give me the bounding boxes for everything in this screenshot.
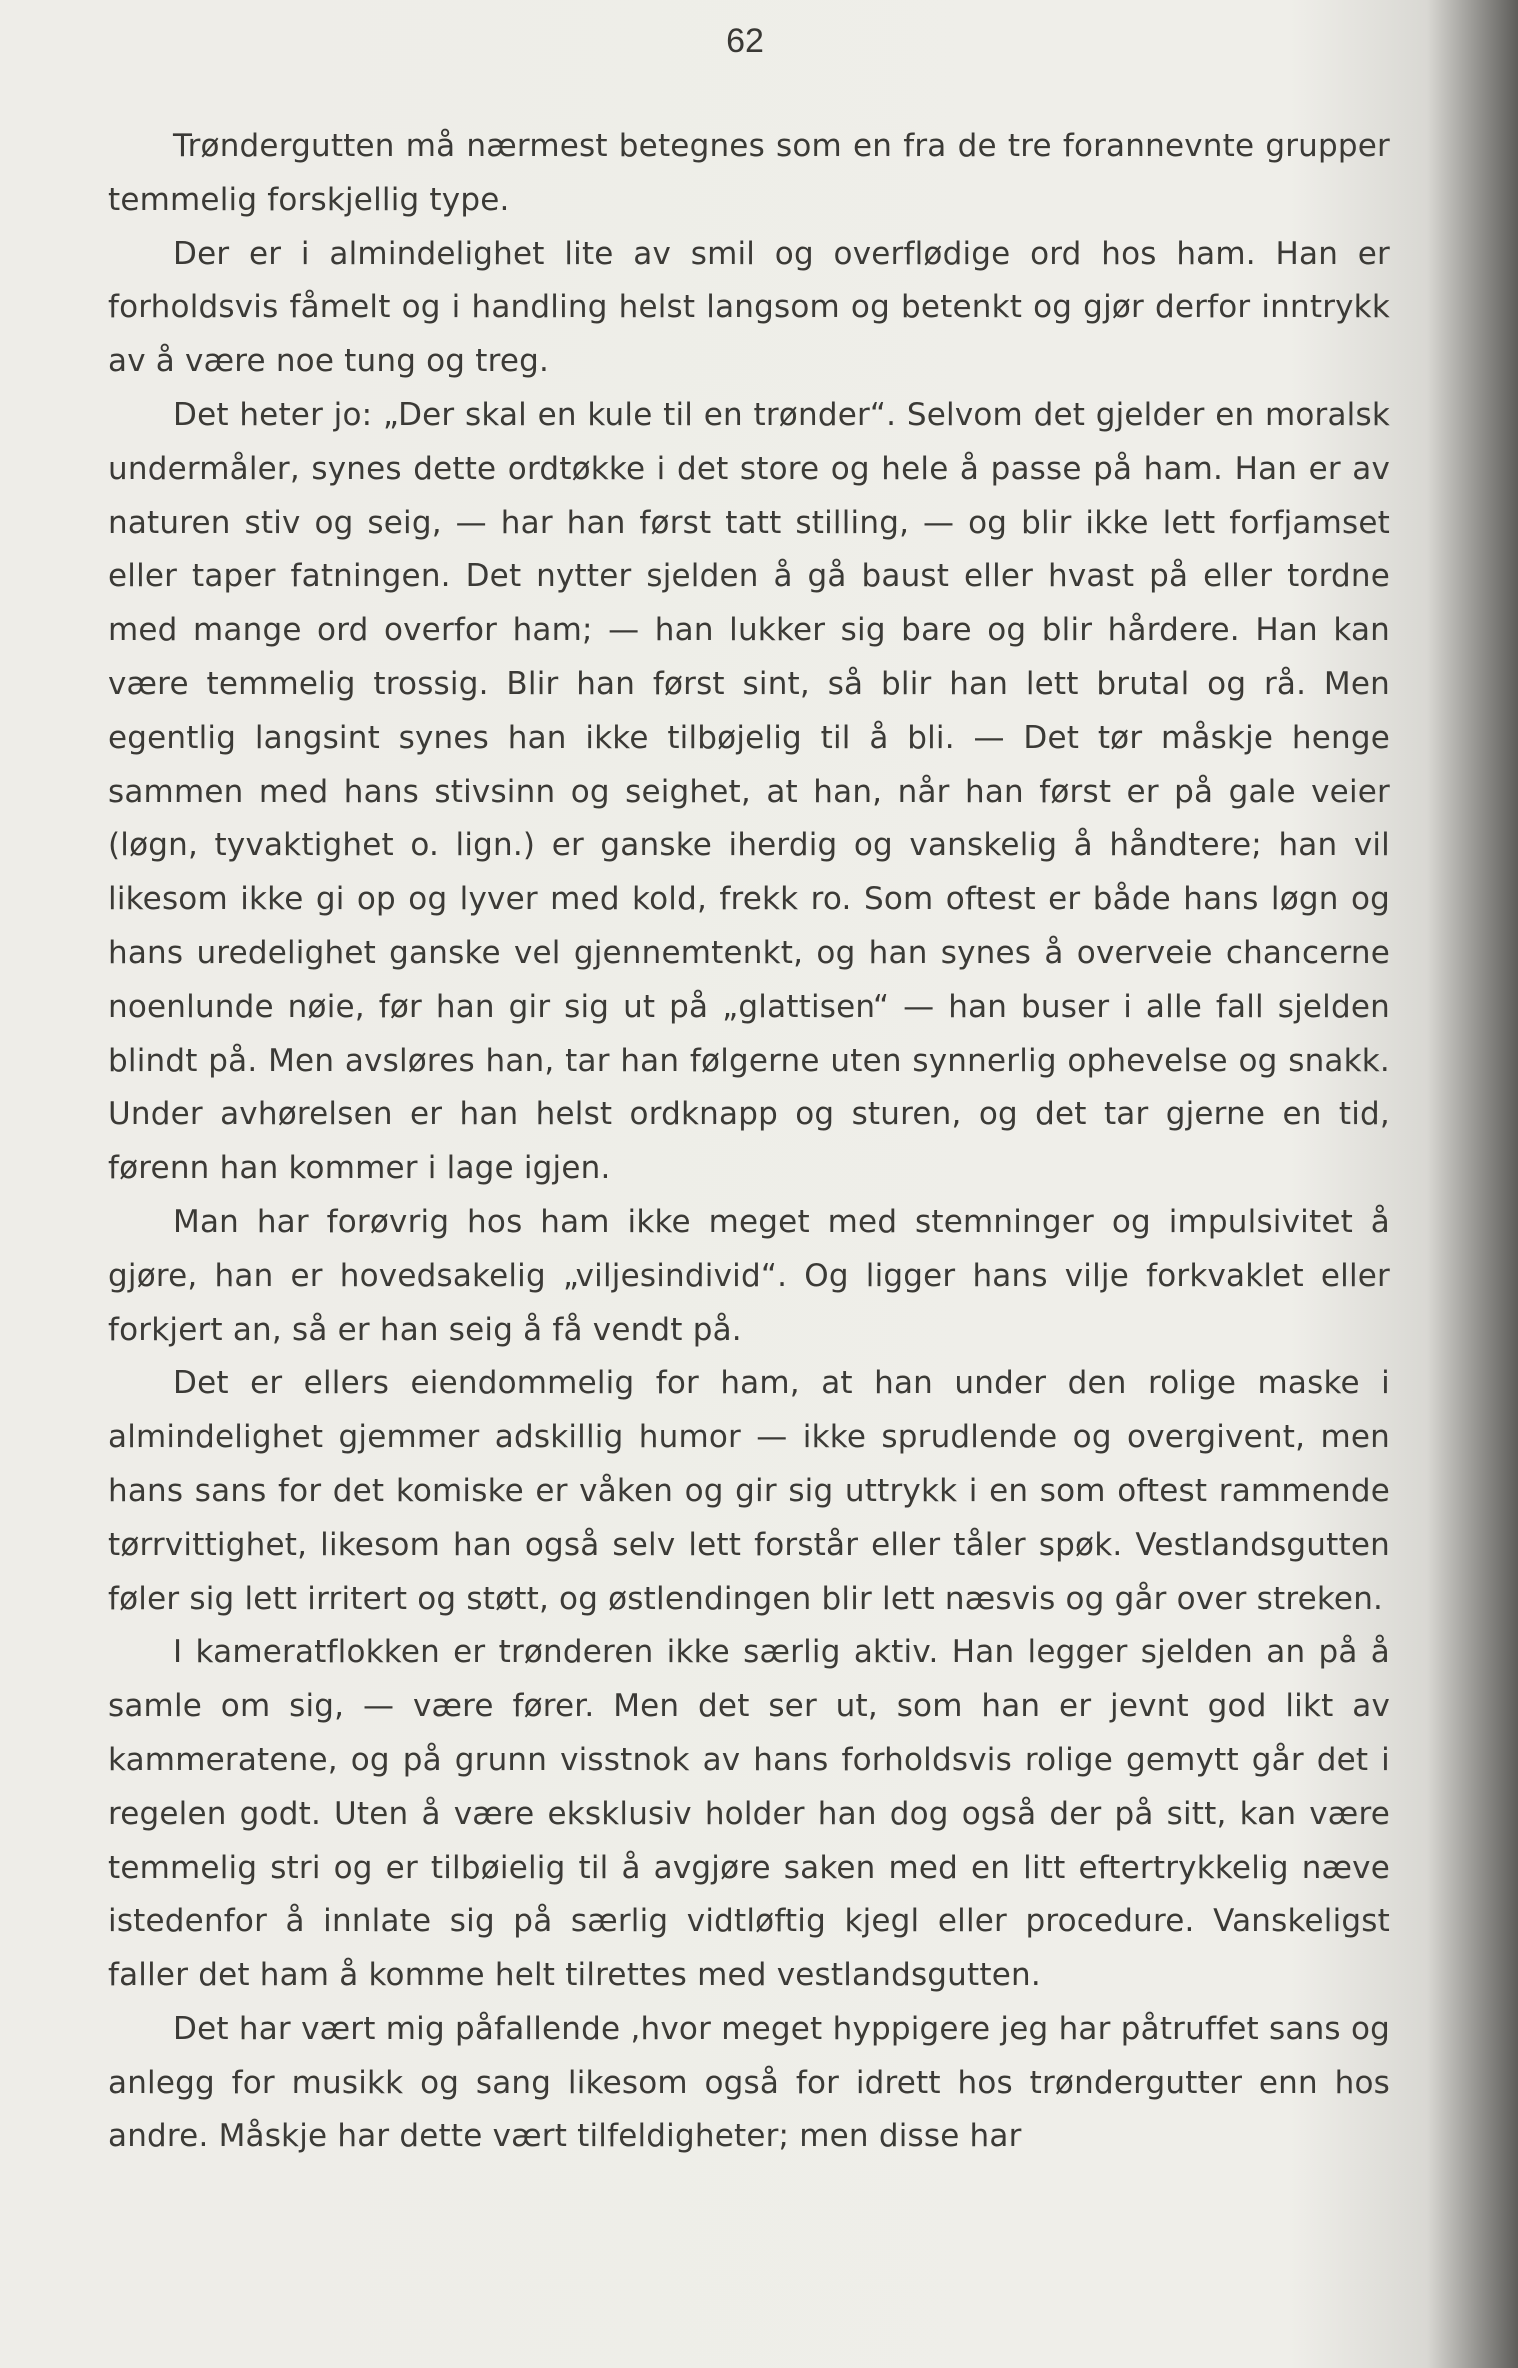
page-number: 62 — [726, 22, 764, 60]
paragraph: Det heter jo: „Der skal en kule til en trønder“. Selvom det gjelder en moralsk undermåler, synes dette ordtøkke i det store og hele å passe på ham. Han er av naturen stiv og seig, — har han først tatt stilling, — og blir ikke lett forfjamset eller taper fatningen. Det nytter sjelden å gå baust eller hvast på eller tordne med mange ord overfor ham; — han lukker sig bare og blir hårdere. Han kan være temmelig trossig. Blir han først sint, så blir han lett brutal og rå. Men egentlig langsint synes han ikke tilbøjelig til å bli. — Det tør måskje henge sammen med hans stivsinn og seighet, at han, når han først er på gale veier (løgn, tyvaktighet o. lign.) er ganske iherdig og vanskelig å håndtere; han vil likesom ikke gi op og lyver med kold, frekk ro. Som oftest er både hans løgn og hans uredelighet ganske vel gjennemtenkt, og han synes å overveie chancerne noenlunde nøie, før han gir sig ut på „glattisen“ — han buser i alle fall sjelden blindt på. Men avsløres han, tar han følgerne uten synnerlig ophevelse og snakk. Under avhørelsen er han helst ordknapp og sturen, og det tar gjerne en tid, førenn han kommer i lage igjen. — [108, 396, 1390, 1187]
paragraph: Man har forøvrig hos ham ikke meget med stemninger og impulsivitet å gjøre, han er hovedsakelig „viljesindivid“. Og ligger hans vilje forkvaklet eller forkjert an, så er han seig å få vendt på. — [108, 1203, 1390, 1348]
paragraph: I kameratflokken er trønderen ikke særlig aktiv. Han legger sjelden an på å samle om sig, — være fører. Men det ser ut, som han er jevnt god likt av kammeratene, og på grunn visstnok av hans forholdsvis rolige gemytt går det i regelen godt. Uten å være eksklusiv holder han dog også der på sitt, kan være temmelig stri og er tilbøielig til å avgjøre saken med en litt eftertrykkelig næve istedenfor å innlate sig på særlig vidtløftig kjegl eller procedure. Vanskeligst faller det ham å komme helt tilrettes med vestlandsgutten. — [108, 1634, 1390, 1994]
paragraph: Trøndergutten må nærmest betegnes som en fra de tre forannevnte grupper temmelig forskjellig type. — [108, 128, 1390, 218]
paragraph: Det er ellers eiendommelig for ham, at han under den rolige maske i almindelighet gjemmer adskillig humor — ikke sprudlende og overgivent, men hans sans for det komiske er våken og gir sig uttrykk i en som oftest rammende tørrvittighet, likesom han også selv lett forstår eller tåler spøk. Vestlandsgutten føler sig lett irritert og støtt, og østlendingen blir lett næsvis og går over streken. — [108, 1365, 1390, 1617]
paragraph: Der er i almindelighet lite av smil og overflødige ord hos ham. Han er forholdsvis fåmelt og i handling helst langsom og betenkt og gjør derfor inntrykk av å være noe tung og treg. — [108, 235, 1390, 380]
paragraph: Det har vært mig påfallende ,hvor meget hyppigere jeg har påtruffet sans og anlegg for musikk og sang likesom også for idrett hos trøndergutter enn hos andre. Måskje har dette vært tilfeldigheter; men disse har — [108, 2010, 1390, 2155]
body-text — [108, 120, 1390, 2164]
